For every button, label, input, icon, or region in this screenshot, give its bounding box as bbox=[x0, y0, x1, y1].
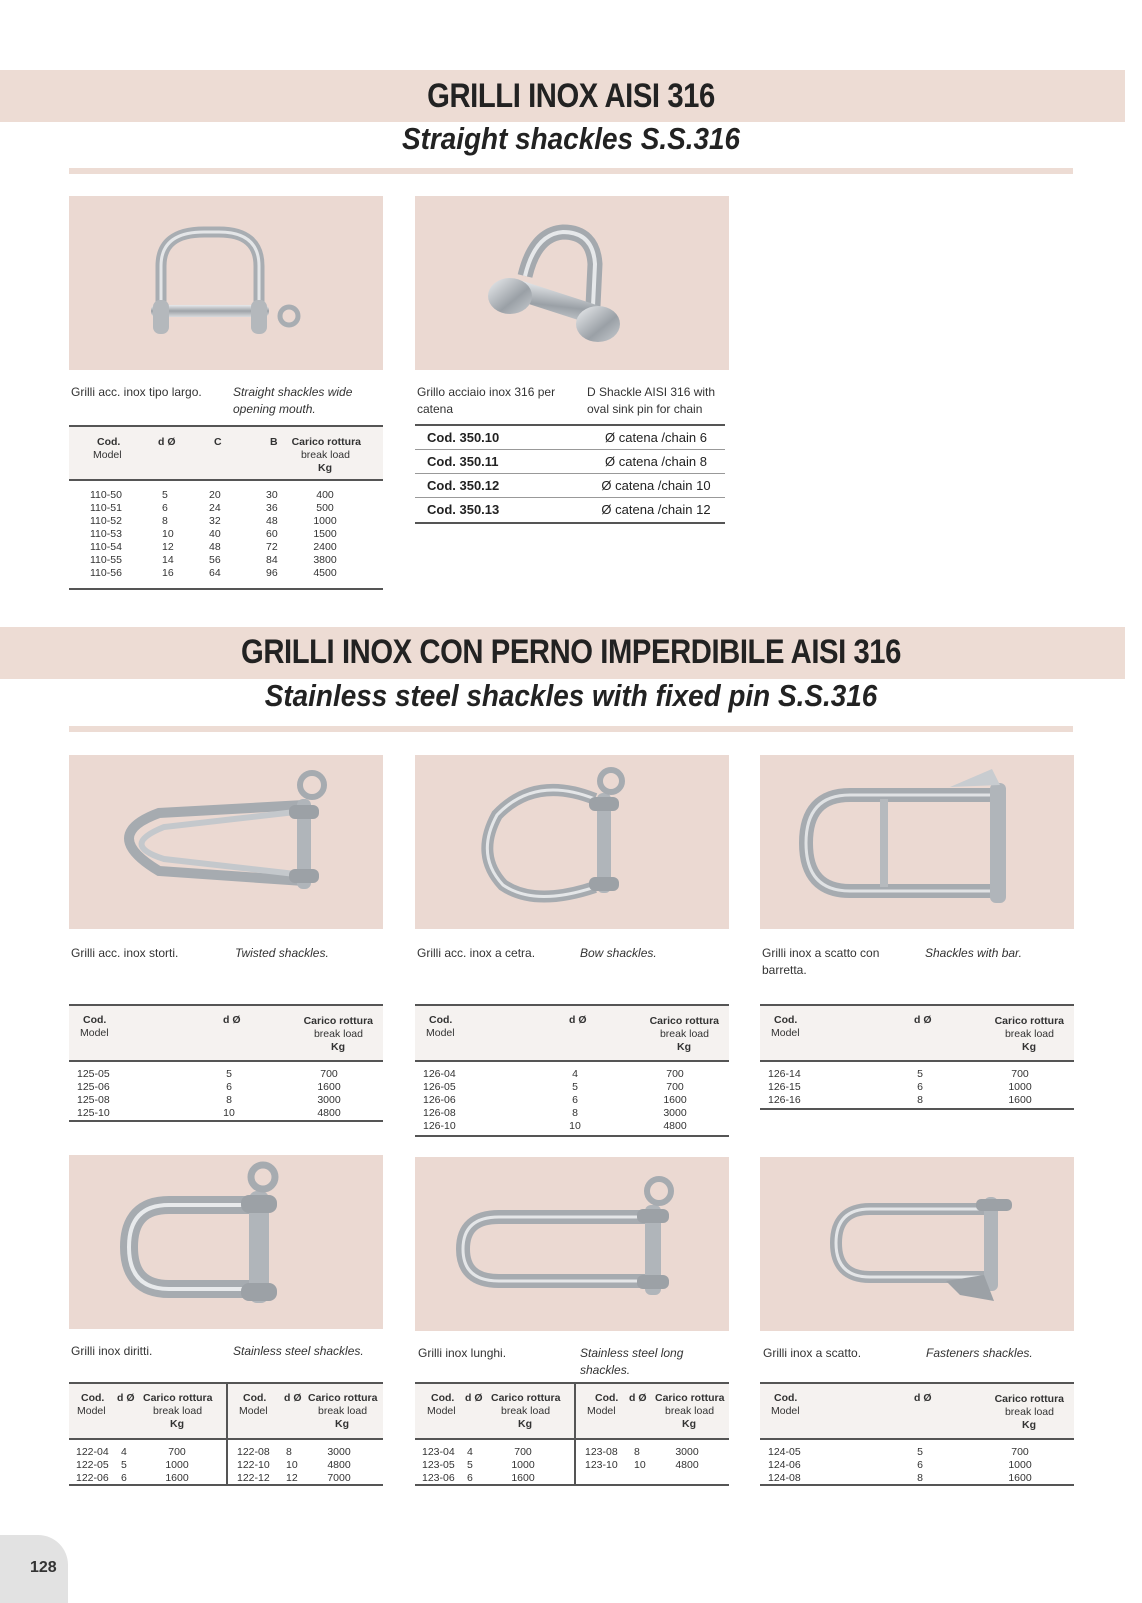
table-cell-d: 6 bbox=[226, 1081, 232, 1093]
table-cell-d: 8 bbox=[634, 1446, 640, 1458]
section1-title: GRILLI INOX AISI 316 bbox=[427, 77, 715, 115]
bow-caption-it: Grilli acc. inox a cetra. bbox=[417, 946, 536, 960]
col-cod: Cod. bbox=[431, 1392, 455, 1404]
col-load: Carico rottura bbox=[994, 1015, 1064, 1027]
table-cell-d: 10 bbox=[286, 1459, 298, 1471]
col-load: Carico rottura bbox=[491, 1392, 561, 1404]
table-cell-load: 4800 bbox=[317, 1107, 341, 1119]
table-cell-d: 6 bbox=[917, 1459, 923, 1471]
table-cell-cod: 126-06 bbox=[423, 1094, 456, 1106]
table-cell-cod: 123-08 bbox=[585, 1446, 618, 1458]
table-cell-cod: 110-50 bbox=[90, 489, 122, 501]
bar-table-body bbox=[760, 1062, 1074, 1108]
twisted-shackle-photo bbox=[69, 755, 383, 929]
table-cell-cod: 125-08 bbox=[77, 1094, 110, 1106]
table-cell-d: 10 bbox=[162, 528, 174, 540]
twisted-caption-it: Grilli acc. inox storti. bbox=[71, 946, 179, 960]
table-cell-load: 500 bbox=[316, 502, 334, 514]
table-cell-b: 36 bbox=[266, 502, 278, 514]
col-model: Model bbox=[80, 1027, 109, 1039]
table-cell-load: 2400 bbox=[313, 541, 337, 553]
col-model: Model bbox=[93, 449, 122, 461]
table-cell-load: 3800 bbox=[313, 554, 337, 566]
table-cell-cod: 122-04 bbox=[76, 1446, 109, 1458]
table-cell-load: 3000 bbox=[663, 1107, 687, 1119]
table-cell-d: 5 bbox=[917, 1068, 923, 1080]
table-cell-d: 6 bbox=[162, 502, 168, 514]
table-cell-cod: 110-51 bbox=[90, 502, 122, 514]
bow-shackle-photo bbox=[415, 755, 729, 929]
table-cell-cod: 126-04 bbox=[423, 1068, 456, 1080]
table-cell-load: 1600 bbox=[511, 1472, 535, 1484]
table-cell-cod: 122-12 bbox=[237, 1472, 270, 1484]
wide-shackle-table bbox=[69, 425, 383, 590]
fastener-table-body bbox=[760, 1440, 1074, 1484]
bar-table bbox=[760, 1004, 1074, 1110]
col-load-kg: Kg bbox=[1022, 1041, 1036, 1053]
d-shackle-chain-caption-en: D Shackle AISI 316 with oval sink pin for chain bbox=[587, 385, 716, 416]
table-cell-cod: 124-05 bbox=[768, 1446, 801, 1458]
table-cell-d: 8 bbox=[226, 1094, 232, 1106]
col-load-en: break load bbox=[501, 1405, 551, 1417]
table-cell-cod: 122-05 bbox=[76, 1459, 109, 1471]
table-cell-c: 40 bbox=[209, 528, 221, 540]
table-cell-cod: 125-05 bbox=[77, 1068, 110, 1080]
table-cell-load: 3000 bbox=[317, 1094, 341, 1106]
table-cell-c: 20 bbox=[209, 489, 221, 501]
list-item-code: Cod. 350.11 bbox=[427, 454, 499, 469]
col-load-en: break load bbox=[153, 1405, 203, 1417]
table-cell-load: 4800 bbox=[327, 1459, 351, 1471]
fastener-caption-it: Grilli inox a scatto. bbox=[763, 1346, 862, 1360]
table-cell-c: 32 bbox=[209, 515, 221, 527]
bow-table-body bbox=[415, 1062, 729, 1135]
col-cod: Cod. bbox=[97, 436, 121, 448]
table-cell-d: 6 bbox=[467, 1472, 473, 1484]
d-shackle-chain-photo bbox=[415, 196, 729, 370]
straight-caption-it: Grilli inox diritti. bbox=[71, 1344, 153, 1358]
table-cell-load: 4500 bbox=[313, 567, 337, 579]
table-cell-load: 7000 bbox=[327, 1472, 351, 1484]
table-cell-d: 5 bbox=[467, 1459, 473, 1471]
col-model: Model bbox=[771, 1405, 800, 1417]
table-cell-c: 56 bbox=[209, 554, 221, 566]
col-load-kg: Kg bbox=[331, 1041, 345, 1053]
table-cell-load: 700 bbox=[320, 1068, 338, 1080]
d-shackle-chain-caption-it: Grillo acciaio inox 316 per catena bbox=[417, 385, 556, 416]
table-cell-cod: 122-06 bbox=[76, 1472, 109, 1484]
table-cell-d: 12 bbox=[286, 1472, 298, 1484]
table-cell-load: 1500 bbox=[313, 528, 337, 540]
col-load-kg: Kg bbox=[335, 1418, 349, 1430]
table-cell-load: 1600 bbox=[1008, 1472, 1032, 1484]
table-cell-cod: 123-10 bbox=[585, 1459, 618, 1471]
table-cell-load: 700 bbox=[514, 1446, 532, 1458]
wide-shackle-caption-it: Grilli acc. inox tipo largo. bbox=[71, 385, 202, 399]
table-cell-b: 48 bbox=[266, 515, 278, 527]
section2-divider bbox=[69, 726, 1073, 732]
table-cell-d: 6 bbox=[121, 1472, 127, 1484]
section1-subtitle: Straight shackles S.S.316 bbox=[401, 121, 741, 156]
fastener-caption-en: Fasteners shackles. bbox=[926, 1346, 1033, 1360]
col-load-kg: Kg bbox=[170, 1418, 184, 1430]
col-model: Model bbox=[77, 1405, 106, 1417]
table-cell-load: 700 bbox=[168, 1446, 186, 1458]
table-cell-cod: 122-10 bbox=[237, 1459, 270, 1471]
table-cell-d: 10 bbox=[569, 1120, 581, 1132]
table-cell-cod: 122-08 bbox=[237, 1446, 270, 1458]
col-load-kg: Kg bbox=[518, 1418, 532, 1430]
table-cell-load: 400 bbox=[316, 489, 334, 501]
table-cell-d: 8 bbox=[162, 515, 168, 527]
list-item bbox=[415, 474, 725, 498]
straight-shackle-photo bbox=[69, 1155, 383, 1329]
straight-table bbox=[69, 1382, 383, 1486]
table-cell-load: 4800 bbox=[663, 1120, 687, 1132]
col-load: Carico rottura bbox=[303, 1015, 373, 1027]
col-cod: Cod. bbox=[83, 1014, 107, 1026]
table-cell-d: 5 bbox=[121, 1459, 127, 1471]
table-cell-load: 1000 bbox=[165, 1459, 189, 1471]
col-load-en: break load bbox=[1004, 1028, 1054, 1040]
col-d: d Ø bbox=[629, 1392, 647, 1404]
table-cell-load: 1600 bbox=[663, 1094, 687, 1106]
section2-title: GRILLI INOX CON PERNO IMPERDIBILE AISI 316 bbox=[241, 633, 901, 671]
table-cell-load: 700 bbox=[666, 1068, 684, 1080]
table-cell-cod: 125-06 bbox=[77, 1081, 110, 1093]
col-load-en: break load bbox=[659, 1028, 709, 1040]
table-cell-cod: 110-54 bbox=[90, 541, 122, 553]
col-model: Model bbox=[239, 1405, 268, 1417]
col-d: d Ø bbox=[284, 1392, 302, 1404]
long-table bbox=[415, 1382, 729, 1486]
col-load-kg: Kg bbox=[677, 1041, 691, 1053]
col-d: d Ø bbox=[914, 1014, 932, 1026]
table-cell-d: 6 bbox=[572, 1094, 578, 1106]
col-load: Carico rottura bbox=[994, 1393, 1064, 1405]
page-number-tab bbox=[0, 1535, 68, 1603]
table-cell-d: 4 bbox=[121, 1446, 127, 1458]
col-load-kg: Kg bbox=[682, 1418, 696, 1430]
table-cell-d: 4 bbox=[572, 1068, 578, 1080]
table-cell-load: 3000 bbox=[675, 1446, 699, 1458]
table-cell-d: 10 bbox=[223, 1107, 235, 1119]
table-cell-cod: 123-04 bbox=[422, 1446, 455, 1458]
table-cell-cod: 124-08 bbox=[768, 1472, 801, 1484]
col-load-kg: Kg bbox=[1022, 1419, 1036, 1431]
col-cod: Cod. bbox=[774, 1014, 798, 1026]
col-cod: Cod. bbox=[429, 1014, 453, 1026]
list-item-chain: Ø catena /chain 6 bbox=[605, 430, 707, 445]
col-load: Carico rottura bbox=[143, 1392, 213, 1404]
list-item-chain: Ø catena /chain 12 bbox=[601, 502, 711, 517]
table-cell-b: 72 bbox=[266, 541, 278, 553]
col-cod: Cod. bbox=[774, 1392, 798, 1404]
table-cell-c: 24 bbox=[209, 502, 221, 514]
col-load-kg: Kg bbox=[318, 462, 332, 474]
long-shackle-photo bbox=[415, 1157, 729, 1331]
table-cell-d: 5 bbox=[572, 1081, 578, 1093]
col-d: d Ø bbox=[223, 1014, 241, 1026]
twisted-table bbox=[69, 1004, 383, 1122]
col-load-en: break load bbox=[300, 449, 350, 461]
col-load: Carico rottura bbox=[655, 1392, 725, 1404]
table-cell-d: 4 bbox=[467, 1446, 473, 1458]
list-item-code: Cod. 350.10 bbox=[427, 430, 500, 445]
table-cell-d: 5 bbox=[917, 1446, 923, 1458]
col-load: Carico rottura bbox=[649, 1015, 719, 1027]
col-d: d Ø bbox=[569, 1014, 587, 1026]
fastener-shackle-photo bbox=[760, 1157, 1074, 1331]
table-cell-load: 3000 bbox=[327, 1446, 351, 1458]
table-cell-load: 1000 bbox=[1008, 1081, 1032, 1093]
col-model: Model bbox=[427, 1405, 456, 1417]
bow-caption-en: Bow shackles. bbox=[580, 946, 657, 960]
table-cell-cod: 125-10 bbox=[77, 1107, 110, 1119]
section2-subtitle: Stainless steel shackles with fixed pin S.S.316 bbox=[264, 678, 878, 713]
wide-shackle-photo bbox=[69, 196, 383, 370]
table-cell-cod: 110-55 bbox=[90, 554, 122, 566]
twisted-caption-en: Twisted shackles. bbox=[235, 946, 329, 960]
table-cell-load: 700 bbox=[1011, 1446, 1029, 1458]
table-cell-load: 1000 bbox=[1008, 1459, 1032, 1471]
col-load-en: break load bbox=[313, 1028, 363, 1040]
table-cell-d: 5 bbox=[226, 1068, 232, 1080]
straight-caption-en: Stainless steel shackles. bbox=[233, 1344, 364, 1358]
list-item-code: Cod. 350.12 bbox=[427, 478, 500, 493]
table-cell-d: 5 bbox=[162, 489, 168, 501]
col-d: d Ø bbox=[158, 436, 176, 448]
list-item bbox=[415, 426, 725, 450]
table-cell-d: 10 bbox=[634, 1459, 646, 1471]
col-d: d Ø bbox=[465, 1392, 483, 1404]
twisted-table-body bbox=[69, 1062, 383, 1120]
table-cell-load: 1600 bbox=[1008, 1094, 1032, 1106]
section1-divider bbox=[69, 168, 1073, 174]
table-cell-load: 700 bbox=[1011, 1068, 1029, 1080]
bar-caption-en: Shackles with bar. bbox=[925, 946, 1022, 960]
table-cell-cod: 110-53 bbox=[90, 528, 122, 540]
table-cell-b: 60 bbox=[266, 528, 278, 540]
long-caption-it: Grilli inox lunghi. bbox=[418, 1346, 507, 1360]
table-cell-b: 84 bbox=[266, 554, 278, 566]
table-cell-b: 96 bbox=[266, 567, 278, 579]
col-d: d Ø bbox=[117, 1392, 135, 1404]
table-cell-cod: 110-56 bbox=[90, 567, 122, 579]
table-cell-d: 6 bbox=[917, 1081, 923, 1093]
table-cell-d: 8 bbox=[572, 1107, 578, 1119]
table-cell-load: 1000 bbox=[313, 515, 337, 527]
list-item bbox=[415, 498, 725, 522]
table-cell-cod: 126-10 bbox=[423, 1120, 456, 1132]
col-model: Model bbox=[771, 1027, 800, 1039]
table-cell-cod: 126-16 bbox=[768, 1094, 801, 1106]
wide-shackle-caption-en: Straight shackles wide opening mouth. bbox=[233, 385, 353, 416]
wide-shackle-table-body bbox=[69, 481, 383, 586]
table-cell-load: 1000 bbox=[511, 1459, 535, 1471]
table-cell-d: 8 bbox=[286, 1446, 292, 1458]
col-b: B bbox=[270, 436, 278, 448]
table-cell-load: 1600 bbox=[165, 1472, 189, 1484]
d-shackle-chain-list bbox=[415, 424, 725, 524]
bar-shackle-photo bbox=[760, 755, 1074, 929]
long-caption-en: Stainless steel long shackles. bbox=[580, 1346, 684, 1377]
table-cell-d: 8 bbox=[917, 1094, 923, 1106]
col-d: d Ø bbox=[914, 1392, 932, 1404]
col-load-en: break load bbox=[318, 1405, 368, 1417]
col-cod: Cod. bbox=[81, 1392, 105, 1404]
long-table-body bbox=[415, 1440, 729, 1484]
table-cell-b: 30 bbox=[266, 489, 278, 501]
table-cell-load: 4800 bbox=[675, 1459, 699, 1471]
table-cell-cod: 126-14 bbox=[768, 1068, 801, 1080]
col-cod: Cod. bbox=[243, 1392, 267, 1404]
table-cell-load: 1600 bbox=[317, 1081, 341, 1093]
col-model: Model bbox=[426, 1027, 455, 1039]
table-cell-d: 16 bbox=[162, 567, 174, 579]
bow-table bbox=[415, 1004, 729, 1137]
bar-caption-it: Grilli inox a scatto con barretta. bbox=[762, 946, 880, 977]
table-cell-cod: 124-06 bbox=[768, 1459, 801, 1471]
table-cell-cod: 123-06 bbox=[422, 1472, 455, 1484]
col-load-en: break load bbox=[1004, 1406, 1054, 1418]
table-cell-c: 64 bbox=[209, 567, 221, 579]
col-c: C bbox=[214, 436, 222, 448]
table-cell-d: 8 bbox=[917, 1472, 923, 1484]
table-cell-cod: 126-05 bbox=[423, 1081, 456, 1093]
table-cell-d: 14 bbox=[162, 554, 174, 566]
table-cell-cod: 126-15 bbox=[768, 1081, 801, 1093]
col-load: Carico rottura bbox=[291, 436, 361, 448]
list-item-chain: Ø catena /chain 8 bbox=[605, 454, 707, 469]
table-cell-cod: 126-08 bbox=[423, 1107, 456, 1119]
col-cod: Cod. bbox=[595, 1392, 619, 1404]
fastener-table bbox=[760, 1382, 1074, 1486]
col-model: Model bbox=[587, 1405, 616, 1417]
list-item bbox=[415, 450, 725, 474]
straight-table-body bbox=[69, 1440, 383, 1484]
list-item-code: Cod. 350.13 bbox=[427, 502, 500, 517]
table-cell-load: 700 bbox=[666, 1081, 684, 1093]
table-cell-cod: 123-05 bbox=[422, 1459, 455, 1471]
col-load: Carico rottura bbox=[308, 1392, 378, 1404]
table-cell-c: 48 bbox=[209, 541, 221, 553]
table-cell-cod: 110-52 bbox=[90, 515, 122, 527]
list-item-chain: Ø catena /chain 10 bbox=[601, 478, 711, 493]
table-cell-d: 12 bbox=[162, 541, 174, 553]
page-number: 128 bbox=[30, 1559, 57, 1576]
col-load-en: break load bbox=[665, 1405, 715, 1417]
